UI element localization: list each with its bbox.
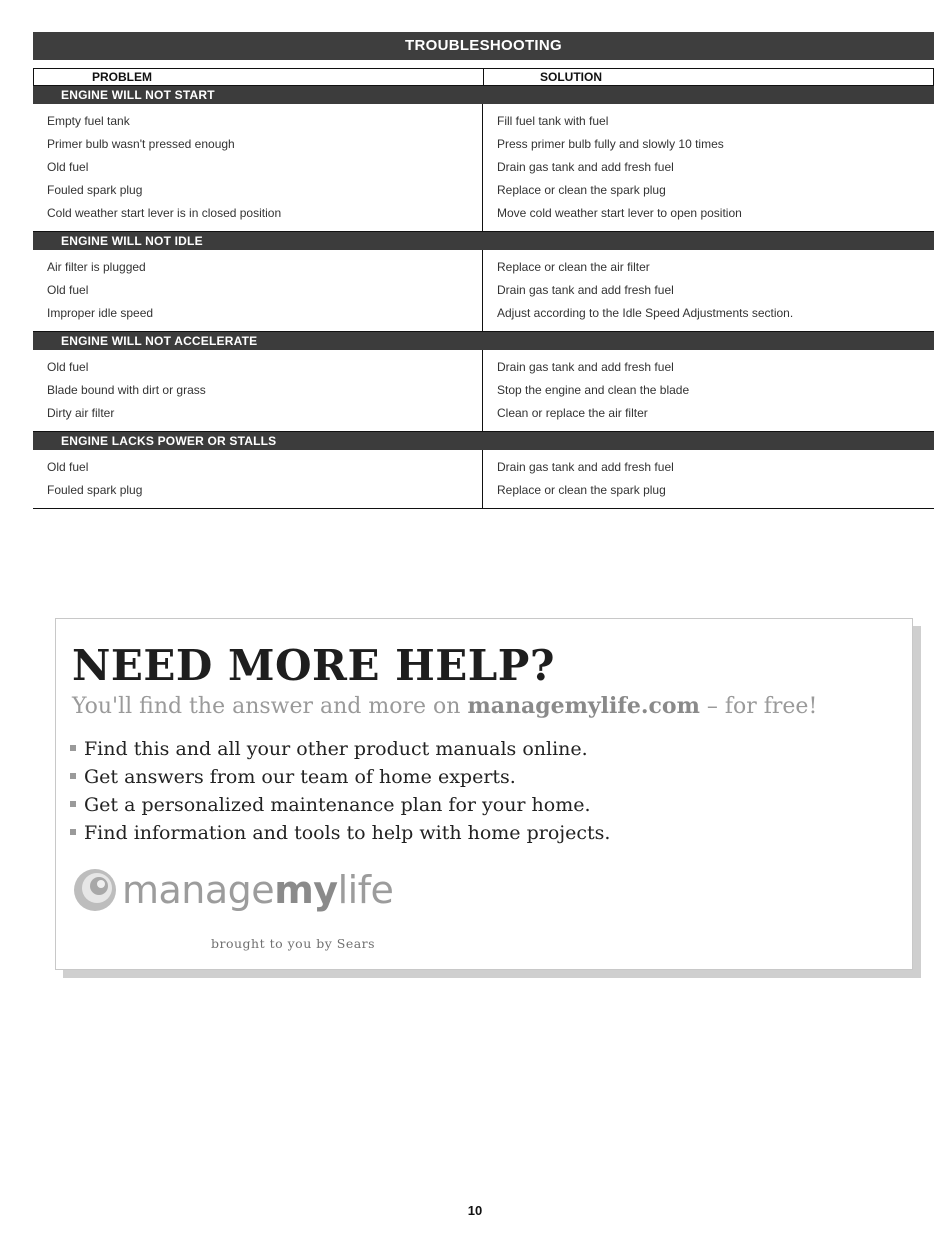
troubleshooting-table — [33, 32, 934, 509]
section-rows — [33, 250, 934, 331]
section-rows — [33, 450, 934, 508]
problem-cell: Empty fuel tank — [47, 114, 130, 128]
swirl-logo-icon — [72, 867, 118, 913]
solution-column — [483, 350, 934, 431]
solution-cell: Drain gas tank and add fresh fuel — [497, 360, 674, 374]
help-bullet-list — [70, 735, 610, 847]
problem-column — [33, 350, 483, 431]
solution-cell: Replace or clean the spark plug — [497, 483, 666, 497]
list-item — [70, 819, 610, 847]
problem-column — [33, 450, 483, 508]
help-subtitle — [72, 693, 817, 719]
logo-wordmark — [122, 868, 393, 912]
problem-cell: Primer bulb wasn't pressed enough — [47, 137, 235, 151]
solution-cell: Drain gas tank and add fresh fuel — [497, 460, 674, 474]
list-item — [70, 791, 610, 819]
logo-part-my: my — [274, 868, 338, 912]
logo-part-life: life — [337, 868, 394, 912]
bullet-text: Get a personalized maintenance plan for your home. — [84, 794, 591, 816]
list-item — [70, 735, 610, 763]
need-more-help-box — [55, 618, 913, 970]
problem-cell: Fouled spark plug — [47, 483, 143, 497]
subtitle-suffix: – for free! — [706, 694, 818, 719]
solution-cell: Move cold weather start lever to open position — [497, 206, 742, 220]
section-title: ENGINE LACKS POWER OR STALLS — [33, 432, 934, 450]
problem-cell: Old fuel — [47, 460, 89, 474]
section-rows — [33, 104, 934, 231]
problem-cell: Cold weather start lever is in closed position — [47, 206, 282, 220]
section-title: ENGINE WILL NOT START — [33, 86, 934, 104]
managemylife-logo — [72, 867, 393, 913]
help-title: NEED MORE HELP? — [72, 641, 555, 690]
solution-cell: Stop the engine and clean the blade — [497, 383, 690, 397]
section-title: ENGINE WILL NOT IDLE — [33, 232, 934, 250]
list-item — [70, 763, 610, 791]
bullet-text: Find this and all your other product manuals online. — [84, 738, 588, 760]
solution-cell: Adjust according to the Idle Speed Adjustments section. — [497, 306, 794, 320]
problem-column — [33, 104, 483, 231]
problem-cell: Air filter is plugged — [47, 260, 146, 274]
problem-cell: Blade bound with dirt or grass — [47, 383, 206, 397]
troubleshooting-section — [33, 432, 934, 509]
troubleshooting-section — [33, 332, 934, 432]
table-header — [33, 68, 934, 86]
solution-column — [483, 450, 934, 508]
problem-cell: Fouled spark plug — [47, 183, 143, 197]
sections-container — [33, 86, 934, 509]
square-bullet-icon — [70, 745, 76, 751]
problem-cell: Old fuel — [47, 283, 89, 297]
solution-cell: Clean or replace the air filter — [497, 406, 648, 420]
solution-cell: Replace or clean the air filter — [497, 260, 650, 274]
site-link[interactable]: managemylife.com — [467, 693, 700, 719]
solution-header: SOLUTION — [484, 68, 934, 86]
problem-cell: Old fuel — [47, 360, 89, 374]
problem-header: PROBLEM — [33, 68, 484, 86]
subtitle-prefix: You'll find the answer and more on — [72, 694, 461, 719]
square-bullet-icon — [70, 829, 76, 835]
page-number: 10 — [467, 1203, 483, 1218]
problem-cell: Old fuel — [47, 160, 89, 174]
logo-part-manage: manage — [122, 868, 275, 912]
bullet-text: Find information and tools to help with home projects. — [84, 822, 611, 844]
solution-cell: Replace or clean the spark plug — [497, 183, 666, 197]
solution-cell: Fill fuel tank with fuel — [497, 114, 609, 128]
solution-column — [483, 104, 934, 231]
problem-cell: Improper idle speed — [47, 306, 154, 320]
square-bullet-icon — [70, 773, 76, 779]
problem-column — [33, 250, 483, 331]
section-title: ENGINE WILL NOT ACCELERATE — [33, 332, 934, 350]
troubleshooting-title: TROUBLESHOOTING — [33, 32, 934, 60]
problem-cell: Dirty air filter — [47, 406, 115, 420]
solution-cell: Press primer bulb fully and slowly 10 times — [497, 137, 724, 151]
troubleshooting-section — [33, 232, 934, 332]
square-bullet-icon — [70, 801, 76, 807]
solution-cell: Drain gas tank and add fresh fuel — [497, 160, 674, 174]
troubleshooting-section — [33, 86, 934, 232]
bullet-text: Get answers from our team of home experts. — [84, 766, 516, 788]
byline: brought to you by Sears — [211, 936, 376, 951]
solution-cell: Drain gas tank and add fresh fuel — [497, 283, 674, 297]
solution-column — [483, 250, 934, 331]
section-rows — [33, 350, 934, 431]
